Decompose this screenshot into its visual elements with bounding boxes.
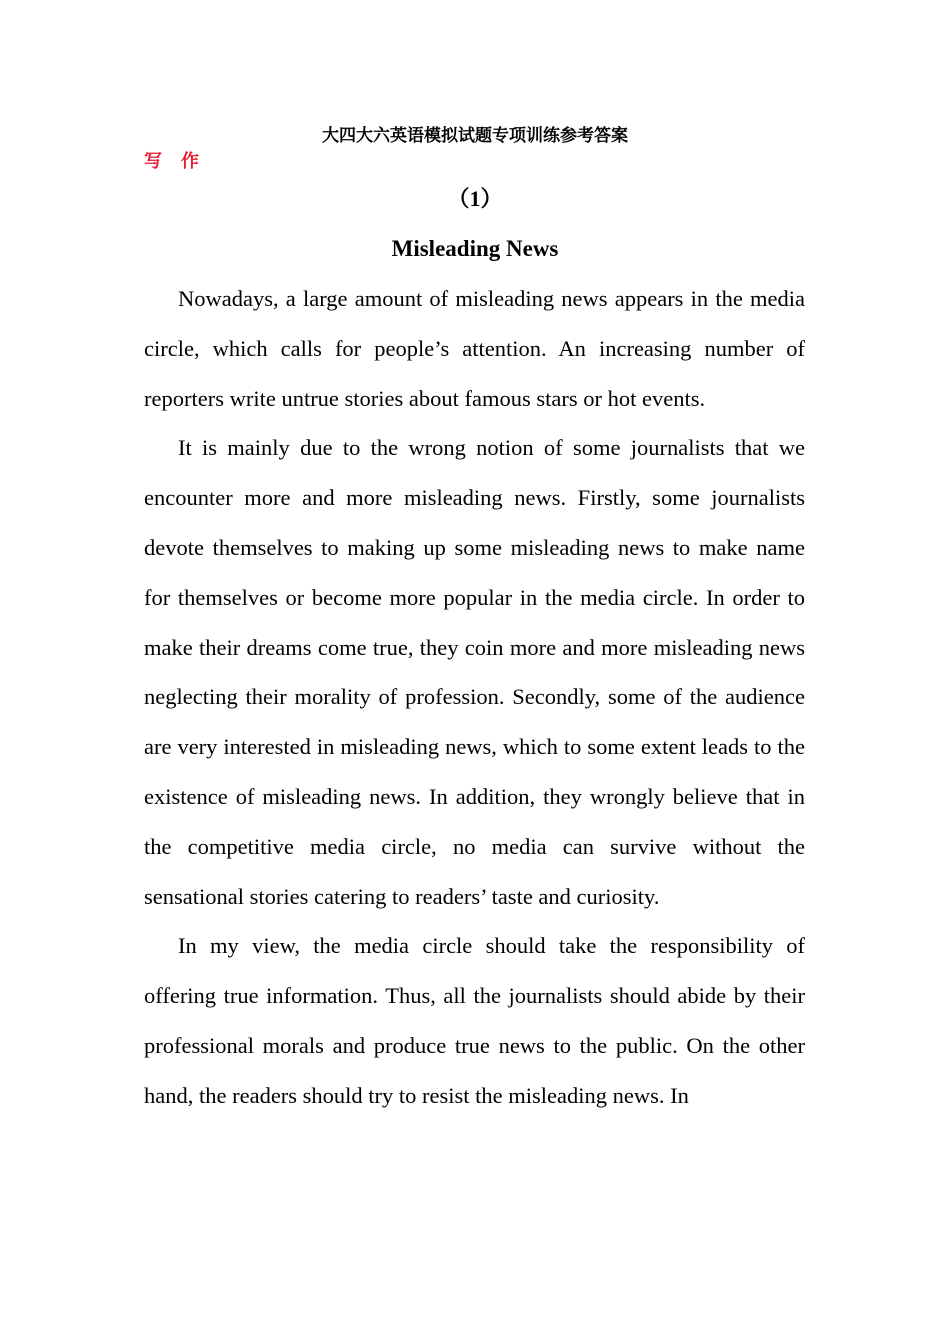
section-label-writing: 写作 bbox=[144, 151, 218, 172]
document-title: 大四大六英语模拟试题专项训练参考答案 bbox=[322, 126, 628, 146]
essay-paragraph-3: In my view, the media circle should take the responsibility of offering true information. Thus, all the journalists should abide by their professional morals and produce true news to the public. On the other hand, the readers should try to resist the misleading news. In bbox=[144, 933, 805, 1108]
essay-body bbox=[144, 274, 805, 1121]
essay-paragraph-1: Nowadays, a large amount of misleading news appears in the media circle, which calls for people’s attention. An increasing number of reporters write untrue stories about famous stars or hot events. bbox=[144, 286, 805, 411]
essay-title: Misleading News bbox=[391, 236, 559, 261]
essay-paragraph-2: It is mainly due to the wrong notion of some journalists that we encounter more and more misleading news. Firstly, some journalists devote themselves to making up some misleading news to make name for themselves or become more popular in the media circle. In order to make their dreams come true, they coin more and more misleading news neglecting their morality of profession. Secondly, some of the audience are very interested in misleading news, which to some extent leads to the existence of misleading news. In addition, they wrongly believe that in the competitive media circle, no media can survive without the sensational stories catering to readers’ taste and curiosity. bbox=[144, 435, 805, 909]
essay-number: （1） bbox=[447, 186, 503, 211]
